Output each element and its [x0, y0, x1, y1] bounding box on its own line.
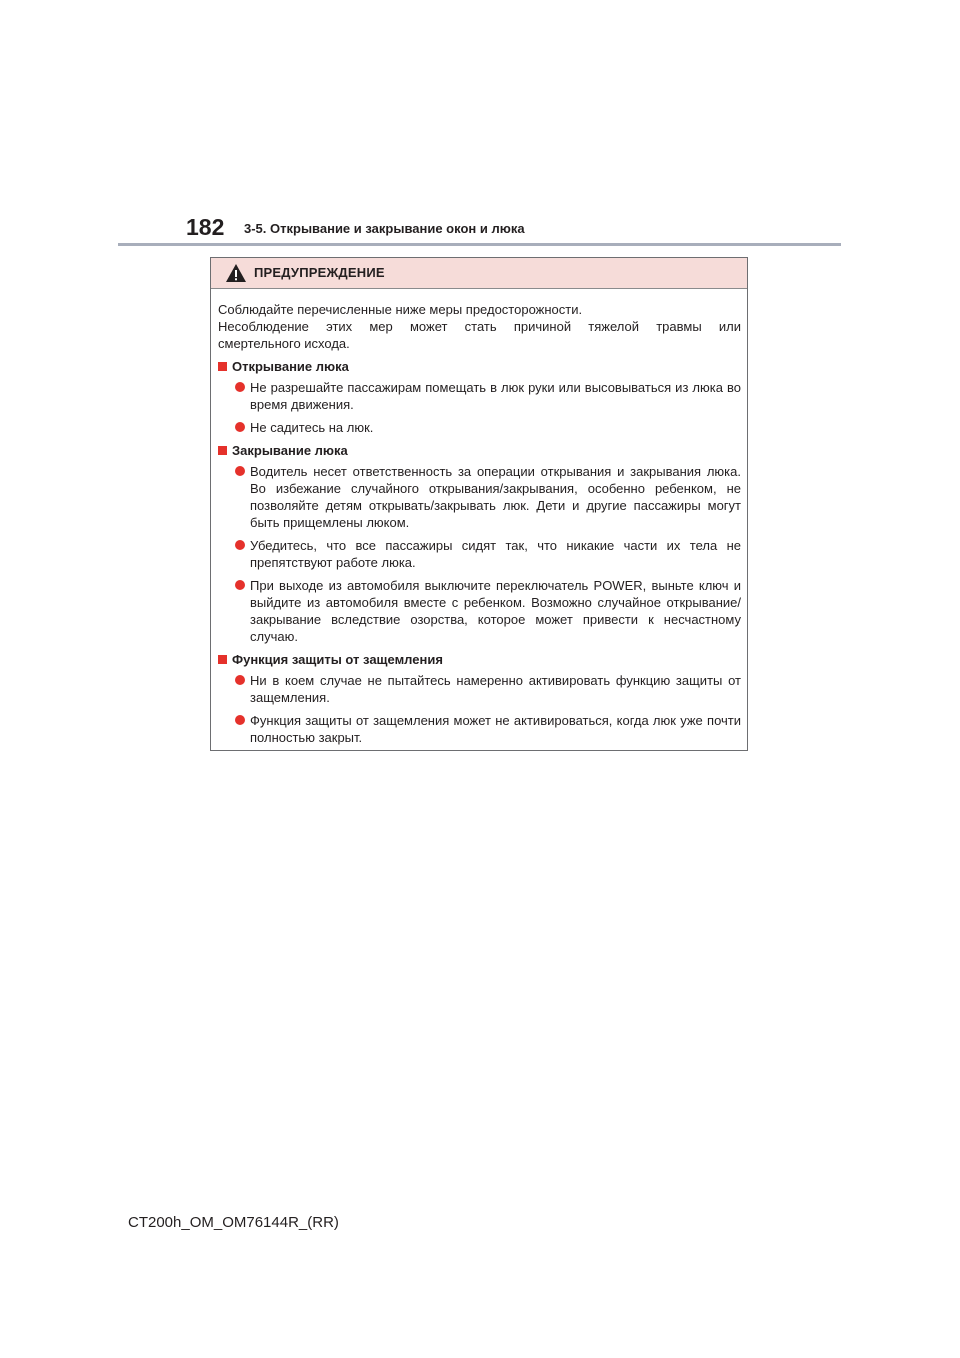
section-heading-opening: Открывание люка [218, 358, 741, 375]
red-circle-bullet-icon [235, 540, 245, 550]
list-item: Функция защиты от защемления может не активироваться, когда люк уже почти полностью закрыт. [218, 712, 741, 746]
red-circle-bullet-icon [235, 382, 245, 392]
warning-body [211, 289, 747, 746]
list-item: Не разрешайте пассажирам помещать в люк руки или высовываться из люка во время движения. [218, 379, 741, 413]
warning-title: ПРЕДУПРЕЖДЕНИЕ [254, 265, 385, 280]
red-circle-bullet-icon [235, 580, 245, 590]
warning-header [211, 258, 747, 289]
warning-triangle-icon [225, 263, 247, 283]
red-circle-bullet-icon [235, 675, 245, 685]
red-square-icon [218, 446, 227, 455]
document-code: CT200h_OM_OM76144R_(RR) [128, 1214, 339, 1231]
warning-intro [218, 301, 741, 352]
list-item: Не садитесь на люк. [218, 419, 741, 436]
section-heading-closing: Закрывание люка [218, 442, 741, 459]
red-square-icon [218, 655, 227, 664]
intro-line: Несоблюдение этих мер может стать причиной тяжелой травмы или [218, 319, 741, 334]
section-title: 3-5. Открывание и закрывание окон и люка [244, 221, 525, 236]
section-heading-jam-protection: Функция защиты от защемления [218, 651, 741, 668]
list-item: Водитель несет ответственность за операции открывания и закрывания люка. Во избежание случайного открывания/закрывания, особенно ребенком, не позволяйте детям открывать/закрывать люк. Дети и другие пассажиры могут быть прищемлены люком. [218, 463, 741, 531]
list-item: При выходе из автомобиля выключите переключатель POWER, выньте ключ и выйдите из автомобиля вместе с ребенком. Возможно случайное открывание/закрывание вследствие озорства, которое может привести к несчастному случаю. [218, 577, 741, 645]
red-circle-bullet-icon [235, 422, 245, 432]
red-circle-bullet-icon [235, 466, 245, 476]
warning-box [210, 257, 748, 751]
header-rule [118, 243, 841, 246]
intro-line: Соблюдайте перечисленные ниже меры предосторожности. [218, 302, 583, 317]
page-number: 182 [186, 214, 225, 240]
list-item: Убедитесь, что все пассажиры сидят так, что никакие части их тела не препятствуют работе люка. [218, 537, 741, 571]
red-square-icon [218, 362, 227, 371]
intro-line: смертельного исхода. [218, 336, 350, 351]
list-item: Ни в коем случае не пытайтесь намеренно активировать функцию защиты от защемления. [218, 672, 741, 706]
page-header [0, 0, 960, 250]
red-circle-bullet-icon [235, 715, 245, 725]
